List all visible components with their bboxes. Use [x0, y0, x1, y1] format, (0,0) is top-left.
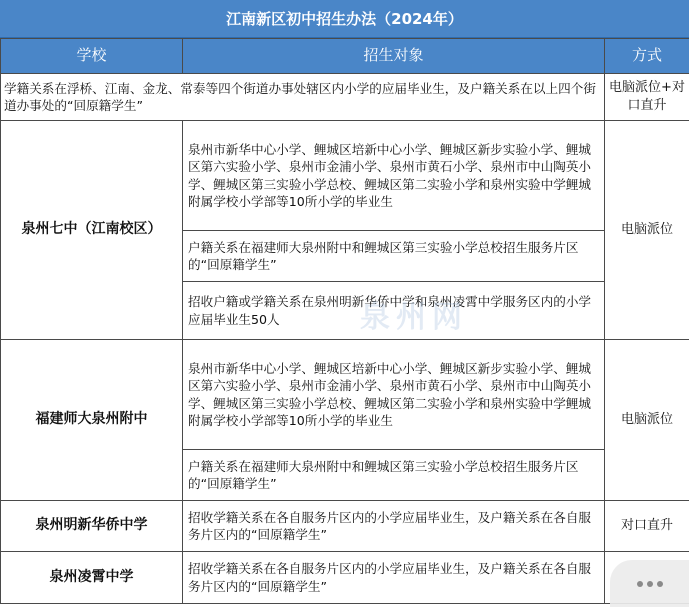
- table-row: [1, 340, 689, 450]
- table-row: [1, 121, 689, 231]
- school1-method: 电脑派位: [605, 121, 689, 340]
- school-name: 福建师大泉州附中: [1, 340, 183, 501]
- school2-method: 电脑派位: [605, 340, 689, 501]
- table-title: 江南新区初中招生办法（2024年）: [0, 0, 689, 38]
- table-row: [1, 552, 689, 604]
- watermark: 泉州网: [360, 300, 468, 335]
- school1-target2: 户籍关系在福建师大泉州附中和鲤城区第三实验小学总校招生服务片区的“回原籍学生”: [183, 231, 605, 282]
- header-method: 方式: [605, 39, 689, 74]
- row0-target: 学籍关系在浮桥、江南、金龙、常泰等四个街道办事处辖区内小学的应届毕业生，及户籍关系在以上四个街道办事处的“回原籍学生”: [1, 74, 605, 121]
- school4-target: 招收学籍关系在各自服务片区内的小学应届毕业生，及户籍关系在各自服务片区内的“回原籍学生”: [183, 552, 605, 604]
- school1-target1: 泉州市新华中心小学、鲤城区培新中心小学、鲤城区新步实验小学、鲤城区第六实验小学、泉州市金浦小学、泉州市黄石小学、泉州市中山陶英小学、鲤城区第三实验小学总校、鲤城区第二实验小学和泉州实验中学鲤城附属学校小学部等10所小学的毕业生: [183, 121, 605, 231]
- more-dots-icon: [637, 581, 663, 587]
- header-target: 招生对象: [183, 39, 605, 74]
- school-name: 泉州凌霄中学: [1, 552, 183, 604]
- table-row: [1, 501, 689, 552]
- row0-method: 电脑派位+对口直升: [605, 74, 689, 121]
- school-name: 泉州七中（江南校区）: [1, 121, 183, 340]
- table-row: [1, 74, 689, 121]
- school3-target: 招收学籍关系在各自服务片区内的小学应届毕业生，及户籍关系在各自服务片区内的“回原籍学生”: [183, 501, 605, 552]
- header-school: 学校: [1, 39, 183, 74]
- more-options-button[interactable]: [610, 560, 689, 607]
- enrollment-table: [0, 38, 689, 604]
- school1-target3: 招收户籍或学籍关系在泉州明新华侨中学和泉州凌霄中学服务区内的小学应届毕业生50人: [183, 282, 605, 340]
- school-name: 泉州明新华侨中学: [1, 501, 183, 552]
- school3-method: 对口直升: [605, 501, 689, 552]
- school2-target2: 户籍关系在福建师大泉州附中和鲤城区第三实验小学总校招生服务片区的“回原籍学生”: [183, 450, 605, 501]
- school2-target1: 泉州市新华中心小学、鲤城区培新中心小学、鲤城区新步实验小学、鲤城区第六实验小学、泉州市金浦小学、泉州市黄石小学、泉州市中山陶英小学、鲤城区第三实验小学总校、鲤城区第二实验小学和泉州实验中学鲤城附属学校小学部等10所小学的毕业生: [183, 340, 605, 450]
- header-row: [1, 39, 689, 74]
